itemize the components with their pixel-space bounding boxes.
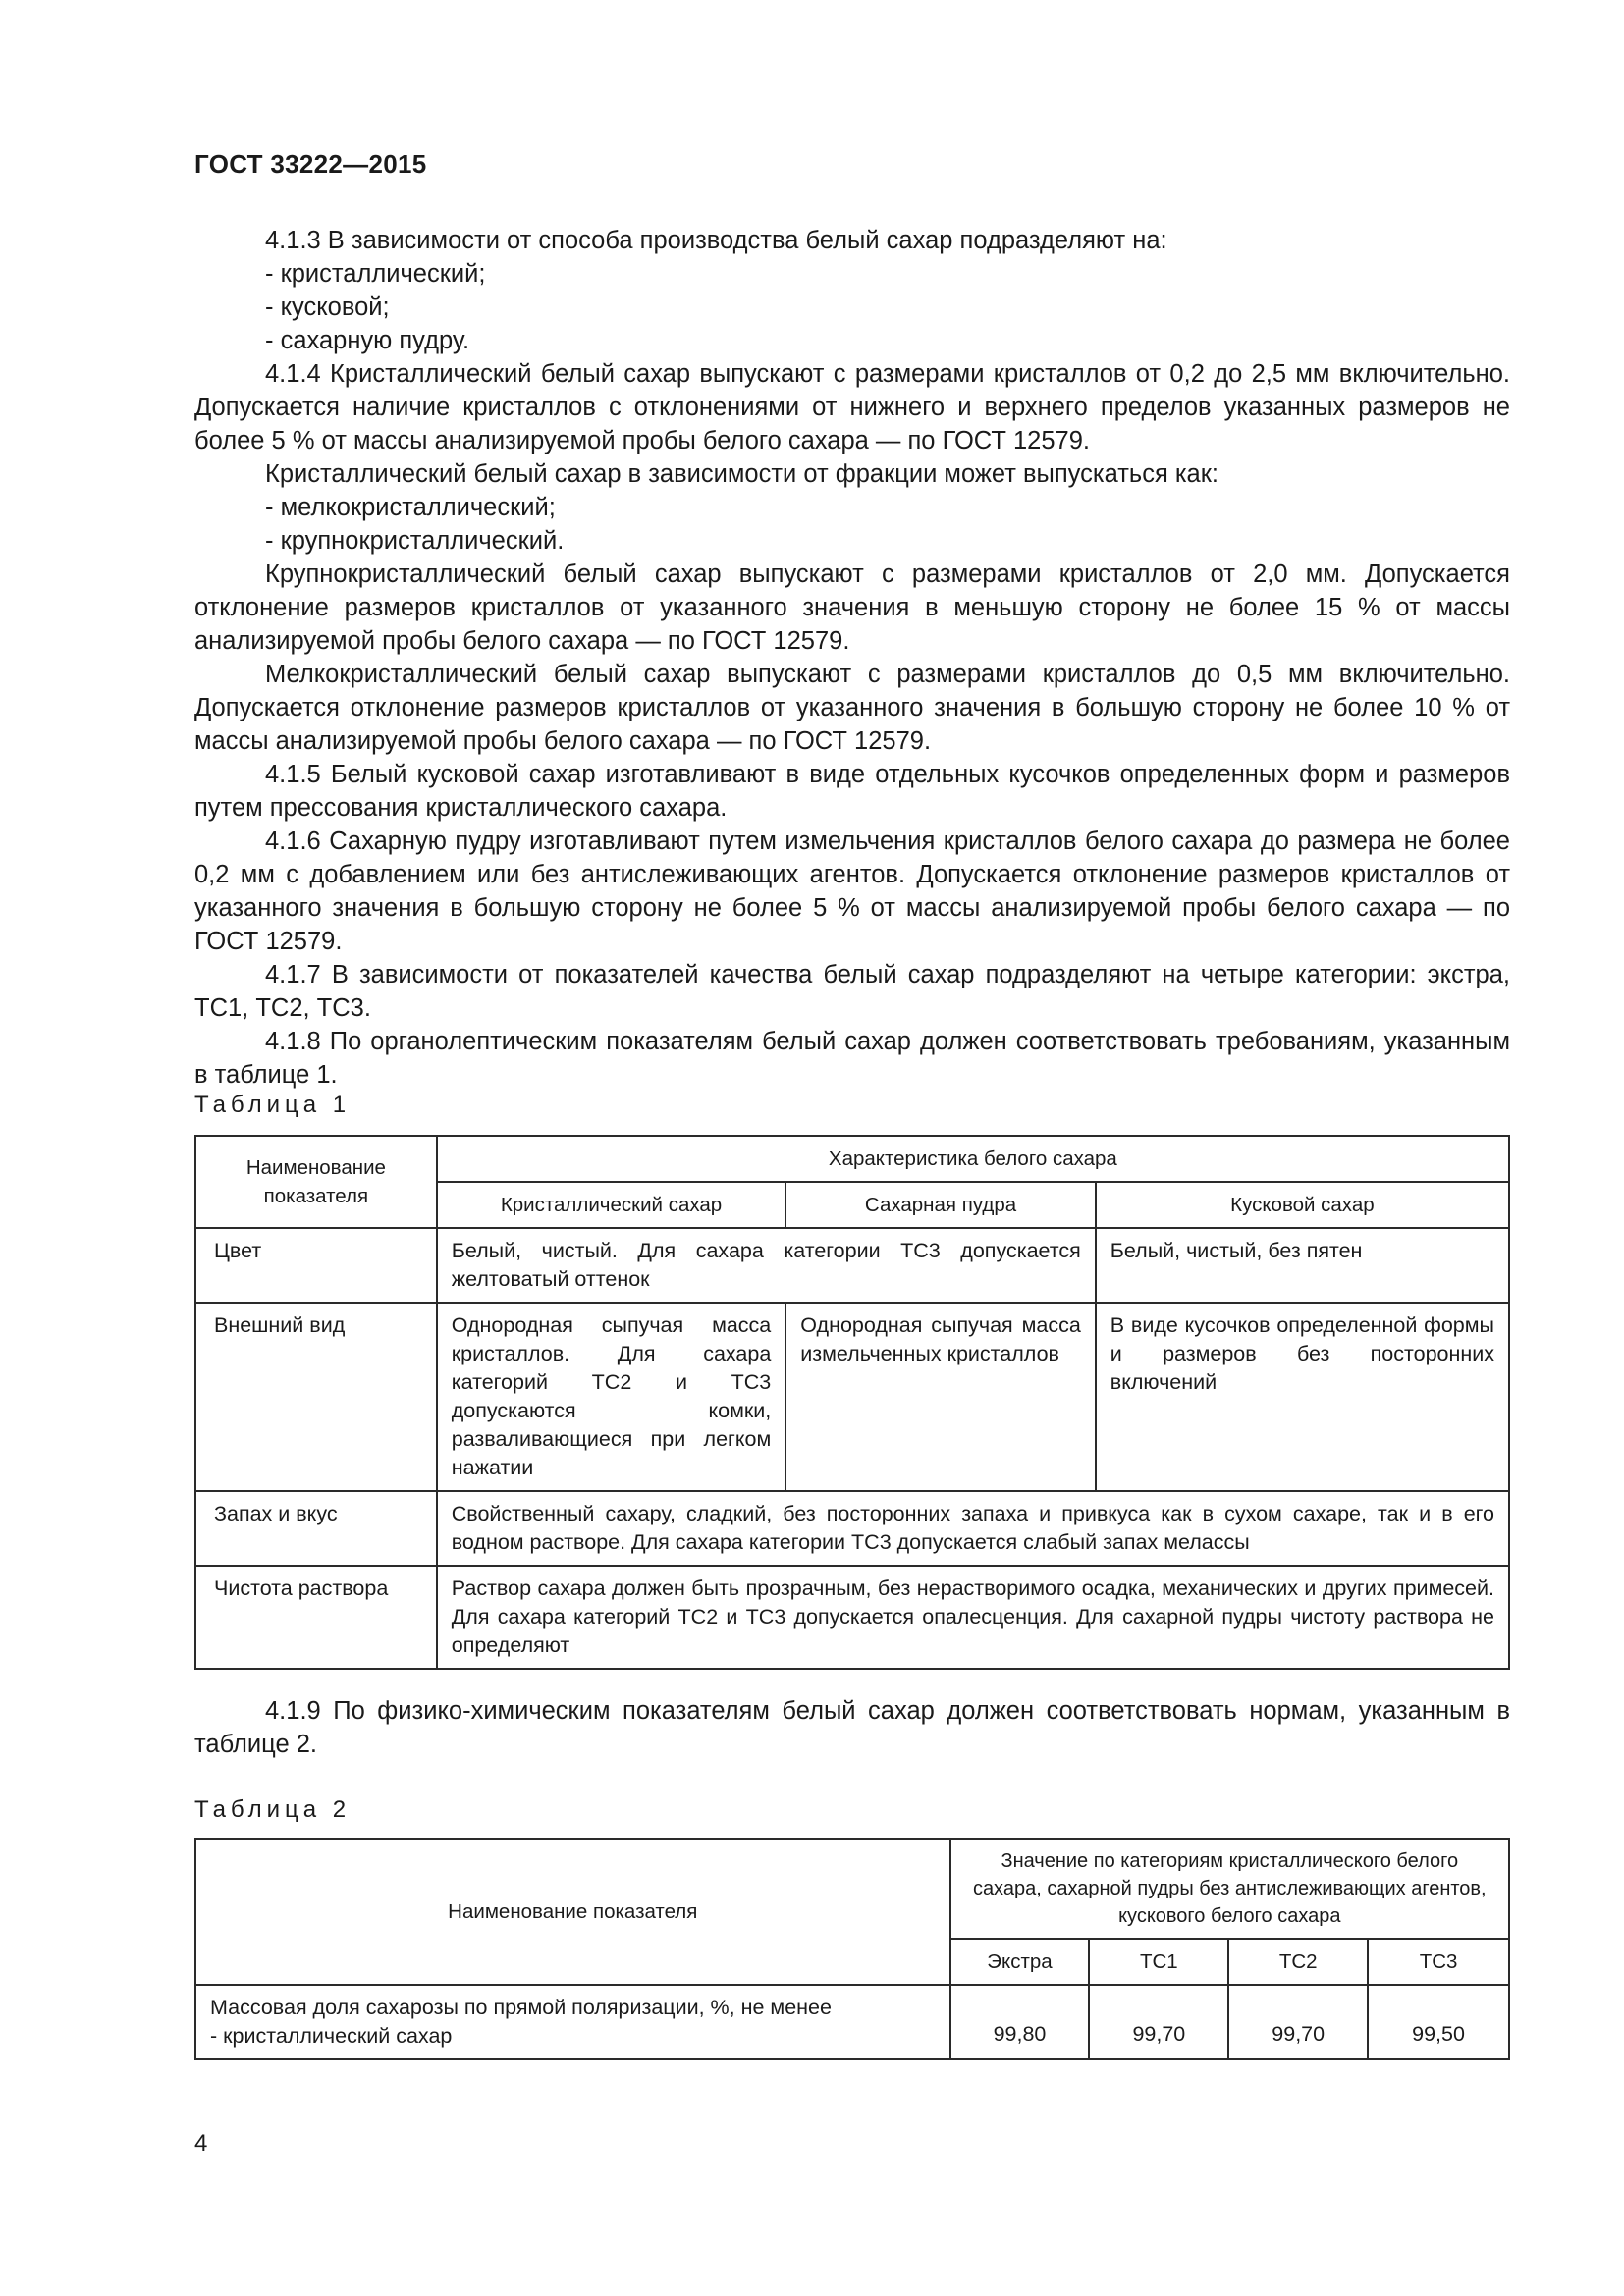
table-1-col-crystal: Кристаллический сахар [437, 1182, 786, 1228]
table-2-header-name: Наименование показателя [195, 1839, 950, 1985]
table-2-header-group: Значение по категориям кристаллического белого сахара, сахарной пудры без антислеживающих агентов, кускового белого сахара [950, 1839, 1509, 1939]
list-item: - сахарную пудру. [265, 327, 470, 354]
table-cell: Однородная сыпучая масса кристаллов. Для сахара категорий ТС2 и ТС3 допускаются комки, разваливающиеся при легком нажатии [437, 1303, 786, 1491]
row-name-subline: - кристаллический сахар [210, 2024, 453, 2048]
row-name: Чистота раствора [195, 1566, 437, 1669]
table-2-caption: Таблица 2 [194, 1796, 352, 1823]
table-1-caption: Таблица 1 [194, 1092, 352, 1118]
paragraph-fine: Мелкокристаллический белый сахар выпускают с размерами кристаллов до 0,5 мм включительно. Допускается отклонение размеров кристаллов от указанного значения в большую сторону не более 10 % от массы анализируемой пробы белого сахара — по ГОСТ 12579. [194, 661, 1510, 755]
row-name: Запах и вкус [195, 1491, 437, 1566]
table-cell: Свойственный сахару, сладкий, без посторонних запаха и привкуса как в сухом сахаре, так и в его водном растворе. Для сахара категории ТС3 допускается слабый запах мелассы [437, 1491, 1509, 1566]
table-cell: Однородная сыпучая масса измельченных кристаллов [785, 1303, 1096, 1491]
table-1-col-lump: Кусковой сахар [1096, 1182, 1509, 1228]
table-cell: 99,70 [1228, 1985, 1368, 2059]
table-cell: 99,70 [1089, 1985, 1228, 2059]
table-row [195, 1303, 1509, 1491]
list-item: - крупнокристаллический. [265, 527, 565, 555]
paragraph-4-1-5: 4.1.5 Белый кусковой сахар изготавливают в виде отдельных кусочков определенных форм и размеров путем прессования кристаллического сахара. [194, 761, 1510, 822]
table-2-col-tc1: ТС1 [1089, 1939, 1228, 1985]
row-name [195, 1985, 950, 2059]
table-cell: Белый, чистый. Для сахара категории ТС3 допускается желтоватый оттенок [437, 1228, 1096, 1303]
table-row [195, 1566, 1509, 1669]
table-1 [194, 1135, 1510, 1670]
table-2-col-tc3: ТС3 [1368, 1939, 1509, 1985]
row-name-line: Массовая доля сахарозы по прямой поляризации, %, не менее [210, 1996, 832, 2019]
row-name: Цвет [195, 1228, 437, 1303]
paragraph-4-1-3: 4.1.3 В зависимости от способа производства белый сахар подразделяют на: [265, 227, 1167, 254]
table-1-header-name: Наименование показателя [195, 1136, 437, 1228]
table-2-col-tc2: ТС2 [1228, 1939, 1368, 1985]
table-cell: Белый, чистый, без пятен [1096, 1228, 1509, 1303]
document-header: ГОСТ 33222—2015 [194, 149, 427, 179]
table-2 [194, 1838, 1510, 2060]
paragraph-4-1-4: 4.1.4 Кристаллический белый сахар выпускают с размерами кристаллов от 0,2 до 2,5 мм включительно. Допускается наличие кристаллов с отклонениями от нижнего и верхнего пределов указанных размеров не более 5 % от массы анализируемой пробы белого сахара — по ГОСТ 12579. [194, 360, 1510, 454]
section-4-1-text [194, 224, 1510, 1092]
list-item: - кристаллический; [265, 260, 486, 288]
paragraph-4-1-8: 4.1.8 По органолептическим показателям белый сахар должен соответствовать требованиям, указанным в таблице 1. [194, 1028, 1510, 1089]
paragraph-4-1-7: 4.1.7 В зависимости от показателей качества белый сахар подразделяют на четыре категории: экстра, ТС1, ТС2, ТС3. [194, 961, 1510, 1022]
table-row [195, 1491, 1509, 1566]
row-name: Внешний вид [195, 1303, 437, 1491]
paragraph-coarse: Крупнокристаллический белый сахар выпускают с размерами кристаллов от 2,0 мм. Допускается отклонение размеров кристаллов от указанного значения в меньшую сторону не более 15 % от массы анализируемой пробы белого сахара — по ГОСТ 12579. [194, 561, 1510, 655]
table-2-col-extra: Экстра [950, 1939, 1090, 1985]
table-1-col-powder: Сахарная пудра [785, 1182, 1096, 1228]
table-cell: Раствор сахара должен быть прозрачным, без нерастворимого осадка, механических и других примесей. Для сахара категорий ТС2 и ТС3 допускается опалесценция. Для сахарной пудры чистоту раствора не определяют [437, 1566, 1509, 1669]
table-row [195, 1228, 1509, 1303]
paragraph-4-1-6: 4.1.6 Сахарную пудру изготавливают путем измельчения кристаллов белого сахара до размера не более 0,2 мм с добавлением или без антислеживающих агентов. Допускается отклонение размеров кристаллов от указанного значения в большую сторону не более 5 % от массы анализируемой пробы белого сахара — по ГОСТ 12579. [194, 828, 1510, 955]
paragraph-4-1-9: 4.1.9 По физико-химическим показателям белый сахар должен соответствовать нормам, указанным в таблице 2. [194, 1697, 1510, 1758]
table-row [195, 1985, 1509, 2059]
list-item: - кусковой; [265, 294, 390, 321]
table-1-header-group: Характеристика белого сахара [437, 1136, 1509, 1182]
page-number: 4 [194, 2130, 208, 2157]
table-cell: 99,50 [1368, 1985, 1509, 2059]
paragraph-fractions: Кристаллический белый сахар в зависимости от фракции может выпускаться как: [265, 460, 1218, 488]
list-item: - мелкокристаллический; [265, 494, 556, 521]
table-cell: 99,80 [950, 1985, 1090, 2059]
table-cell: В виде кусочков определенной формы и размеров без посторонних включений [1096, 1303, 1509, 1491]
